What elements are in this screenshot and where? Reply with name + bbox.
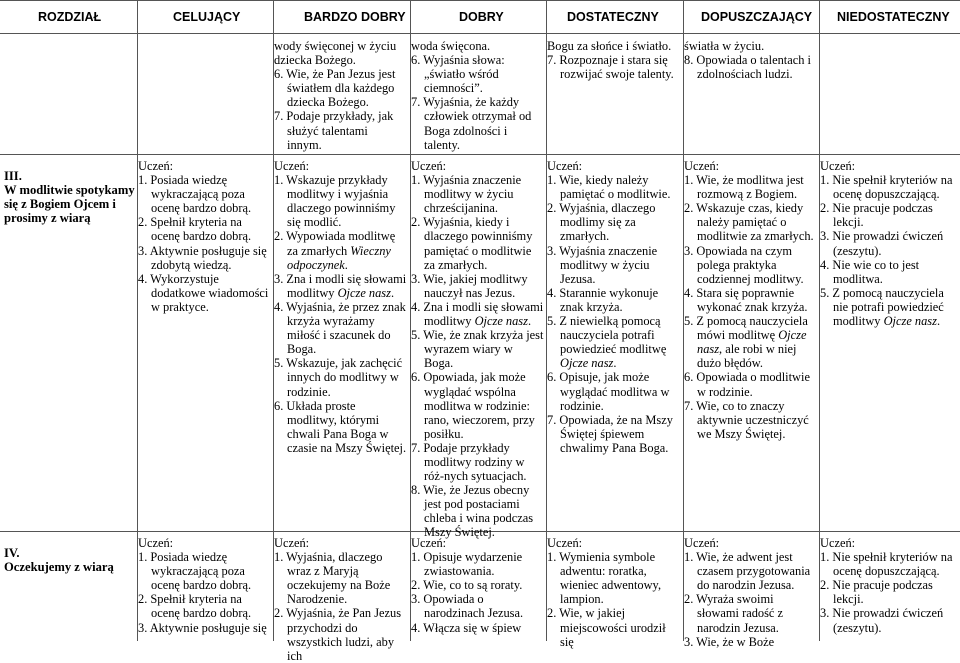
criterion-item: 4. Wykorzystuje dodatkowe wiadomości w praktyce. [138, 271, 269, 314]
criterion-item: 1. Wie, kiedy należy pamiętać o modlitwie. [547, 173, 671, 202]
section3-label [4, 169, 136, 225]
header-bardzo-dobry: BARDZO DOBRY [304, 10, 406, 24]
cell-s4-celujacy [138, 536, 272, 635]
criterion-item: 8. Opowiada o talentach i zdolnościach ludzi. [684, 53, 811, 82]
criterion-item: 5. Wie, że znak krzyża jest wyrazem wiary w Boga. [411, 328, 544, 371]
criterion-item: 2. Wie, co to są roraty. [411, 578, 523, 593]
criteria-list [547, 173, 681, 455]
student-label: Uczeń: [547, 536, 583, 550]
criterion-item: 4. Włącza się w śpiew [411, 620, 522, 635]
criterion-item [684, 314, 818, 370]
table-header [0, 0, 960, 33]
prayer-title: Ojcze nasz [474, 314, 528, 329]
section3-title: III. [4, 169, 22, 183]
criterion-item: 1. Posiada wiedzę wykraczającą poza ocenę bardzo dobrą. [138, 550, 252, 593]
criterion-item: 6. Wie, że Pan Jezus jest światłem dla każdego dziecka Bożego. [274, 67, 396, 110]
criterion-text: . [390, 285, 395, 300]
cell-s4-niedostateczny [820, 536, 958, 635]
criterion-item: 7. Opowiada, że na Mszy Świętej śpiewem chwalimy Pana Boga. [547, 412, 673, 455]
cell-s3-niedostateczny [820, 159, 958, 328]
student-label: Uczeń: [820, 536, 856, 550]
header-niedostateczny: NIEDOSTATECZNY [837, 10, 950, 24]
criterion-item: 2. Wie, w jakiej miejscowości urodził się [547, 606, 666, 649]
section3-subtitle: W modlitwie spotykamy się z Bogiem Ojcem i prosimy z wiarą [4, 183, 135, 225]
criteria-list [684, 550, 818, 649]
criterion-item [274, 229, 408, 271]
criterion-item: 2. Nie pracuje podczas lekcji. [820, 578, 933, 607]
criterion-item: 3. Nie prowadzi ćwiczeń (zeszytu). [820, 229, 944, 258]
student-label: Uczeń: [274, 536, 310, 550]
criteria-list [274, 173, 408, 455]
criterion-text: . [936, 314, 941, 329]
cell-top-dostateczny [684, 39, 818, 81]
criterion-item: 6. Układa proste modlitwy, którymi chwali Pana Boga w czasie na Mszy Świętej. [274, 398, 407, 455]
section4-title: IV. [4, 546, 20, 560]
criterion-text: 3. Zna i modli się słowami modlitwy [274, 271, 407, 300]
cell-s3-dopuszczajacy [684, 159, 818, 441]
criteria-list [684, 173, 818, 441]
criterion-item: 2. Nie pracuje podczas lekcji. [820, 201, 933, 230]
prayer-title: Ojcze nasz [697, 328, 807, 357]
criterion-item [274, 272, 408, 300]
criterion-item: 2. Wyjaśnia, dlaczego modlimy się za zmarłych. [547, 201, 656, 244]
criteria-list [274, 550, 408, 663]
cell-top-dobry [547, 39, 681, 81]
student-label: Uczeń: [411, 159, 447, 173]
criterion-item: 1. Wymienia symbole adwentu: roratka, wieniec adwentowy, lampion. [547, 550, 662, 607]
student-label: Uczeń: [547, 159, 583, 173]
cell-s4-bardzo-dobry [274, 536, 408, 663]
header-dobry: DOBRY [459, 10, 504, 24]
criterion-item: 3. Aktywnie posługuje się [138, 620, 267, 635]
criterion-item: 6. Wyjaśnia słowa: „światło wśród ciemności”. [411, 53, 505, 96]
header-dostateczny: DOSTATECZNY [567, 10, 659, 24]
prayer-title: Ojcze nasz [883, 314, 937, 329]
criterion-item [411, 300, 545, 328]
criteria-list [820, 550, 958, 635]
student-label: Uczeń: [274, 159, 310, 173]
criterion-text: . [613, 356, 617, 371]
grid-line-top [0, 0, 960, 1]
criterion-item: 3. Wie, jakiej modlitwy nauczył nas Jezus. [411, 271, 528, 300]
criteria-list [411, 173, 545, 539]
criterion-text: 5. Z pomocą nauczyciela mówi modlitwę [684, 314, 808, 343]
cell-s3-dostateczny [547, 159, 681, 455]
header-rozdzial: ROZDZIAŁ [38, 10, 102, 24]
criterion-item: 7. Wyjaśnia, że każdy człowiek otrzymał od Boga zdolności i talenty. [411, 95, 532, 152]
student-label: Uczeń: [411, 536, 447, 550]
grid-line-header [0, 33, 960, 34]
criterion-item: 2. Wskazuje czas, kiedy należy pamiętać o modlitwie za zmarłych. [684, 201, 814, 244]
prayer-title: Wieczny odpoczynek [287, 243, 391, 272]
criterion-text: . [527, 314, 532, 329]
criterion-item: 3. Nie prowadzi ćwiczeń (zeszytu). [820, 606, 944, 635]
criterion-item: 2. Spełnił kryteria na ocenę bardzo dobrą. [138, 215, 252, 244]
criterion-item: 6. Opowiada, jak może wyglądać wspólna modlitwa w rodzinie: rano, wieczorem, przy posiłku. [411, 370, 535, 441]
criterion-item: 7. Rozpoznaje i stara się rozwijać swoje talenty. [547, 53, 674, 82]
criterion-text: . [344, 257, 348, 272]
criteria-list [138, 550, 272, 635]
criterion-item: 2. Wyjaśnia, że Pan Jezus przychodzi do wszystkich ludzi, aby ich [274, 606, 402, 663]
criterion-item: 3. Wyjaśnia znaczenie modlitwy w życiu Jezusa. [547, 243, 658, 286]
criterion-item: 3. Opowiada na czym polega praktyka codziennej modlitwy. [684, 243, 804, 286]
criterion-item: 1. Posiada wiedzę wykraczającą poza ocenę bardzo dobrą. [138, 173, 252, 216]
criterion-item: 6. Opowiada o modlitwie w rodzinie. [684, 370, 810, 399]
criterion-item: 7. Podaje przykłady modlitwy rodziny w róż-nych sytuacjach. [411, 440, 527, 484]
criterion-item: 1. Wie, że adwent jest czasem przygotowania do narodzin Jezusa. [684, 550, 811, 593]
criterion-item: 3. Aktywnie posługuje się zdobytą wiedzą. [138, 243, 267, 272]
criteria-list [820, 173, 958, 328]
criterion-item: 1. Wyjaśnia, dlaczego wraz z Maryją oczekujemy na Boże Narodzenie. [274, 550, 391, 607]
prayer-title: Ojcze nasz [337, 285, 391, 300]
criterion-item: 2. Spełnił kryteria na ocenę bardzo dobrą. [138, 592, 252, 621]
grid-line-row3 [0, 154, 960, 155]
criterion-item: 2. Wyjaśnia, kiedy i dlaczego powinniśmy pamiętać o modlitwie za zmarłych. [411, 215, 533, 272]
student-label: Uczeń: [820, 159, 856, 173]
cell-s3-dobry [411, 159, 545, 540]
criterion-item: 1. Wskazuje przykłady modlitwy i wyjaśnia dlaczego powinniśmy się modlić. [274, 173, 396, 230]
criterion-item: wody święconej w życiu dziecka Bożego. [274, 39, 397, 68]
criterion-item: 1. Wie, że modlitwa jest rozmową z Bogiem. [684, 173, 804, 202]
criterion-item: 6. Opisuje, jak może wyglądać modlitwa w rodzinie. [547, 370, 670, 413]
criterion-text: 5. Z niewielką pomocą nauczyciela potrafi powiedzieć modlitwę [547, 314, 667, 357]
cell-s4-dobry [411, 536, 545, 635]
criterion-item: 4. Stara się poprawnie wykonać znak krzyża. [684, 285, 808, 314]
cell-s4-dostateczny [547, 536, 681, 649]
criterion-item [547, 314, 681, 370]
criterion-item: 1. Nie spełnił kryteriów na ocenę dopuszczającą. [820, 173, 953, 202]
criteria-list [411, 550, 545, 635]
criterion-item: 3. Wie, że w Boże [684, 634, 775, 649]
prayer-title: Ojcze nasz [560, 356, 614, 371]
cell-s4-dopuszczajacy [684, 536, 818, 649]
header-dopuszczajacy: DOPUSZCZAJĄCY [701, 10, 813, 24]
criterion-text: 5. Z pomocą nauczyciela nie potrafi powiedzieć modlitwy [820, 285, 944, 329]
criterion-text: 4. Zna i modli się słowami modlitwy [411, 299, 544, 329]
criterion-item: 1. Opisuje wydarzenie zwiastowania. [411, 550, 523, 579]
cell-s3-celujacy [138, 159, 272, 314]
student-label: Uczeń: [138, 536, 174, 550]
criterion-text: , ale robi w niej dużo błędów. [697, 342, 797, 371]
section4-subtitle: Oczekujemy z wiarą [4, 560, 114, 574]
criterion-item: 8. Wie, że Jezus obecny jest pod postaciami chleba i wina podczas Mszy Świętej. [411, 483, 534, 540]
criterion-text: 2. Wypowiada modlitwę za zmarłych [274, 229, 396, 258]
criterion-item: 4. Nie wie co to jest modlitwa. [820, 257, 920, 286]
criterion-item: 4. Wyjaśnia, że przez znak krzyża wyrażamy miłość i szacunek do Boga. [274, 299, 406, 357]
criterion-item: 7. Wie, co to znaczy aktywnie uczestniczyć we Mszy Świętej. [684, 398, 809, 441]
criterion-item: 3. Opowiada o narodzinach Jezusa. [411, 592, 524, 621]
criteria-list [138, 173, 272, 314]
criterion-item [820, 286, 958, 328]
criterion-item: światła w życiu. [684, 39, 765, 53]
criteria-list [547, 550, 681, 649]
criterion-item: 5. Wskazuje, jak zachęcić innych do modlitwy w rodzinie. [274, 356, 403, 399]
cell-top-celujacy [274, 39, 404, 152]
student-label: Uczeń: [684, 159, 720, 173]
cell-s3-bardzo-dobry [274, 159, 408, 455]
criterion-item: 2. Wyraża swoimi słowami radość z narodzin Jezusa. [684, 592, 784, 635]
cell-top-bardzo-dobry [411, 39, 544, 152]
student-label: Uczeń: [138, 159, 174, 173]
criterion-item: 4. Starannie wykonuje znak krzyża. [547, 285, 659, 314]
criterion-item: 1. Wyjaśnia znaczenie modlitwy w życiu chrześcijanina. [411, 173, 522, 216]
section4-label [4, 546, 136, 574]
header-celujacy: CELUJĄCY [173, 10, 241, 24]
criterion-item: Bogu za słońce i światło. [547, 39, 672, 53]
student-label: Uczeń: [684, 536, 720, 550]
criterion-item: woda święcona. [411, 39, 491, 53]
criterion-item: 1. Nie spełnił kryteriów na ocenę dopuszczającą. [820, 550, 953, 579]
criterion-item: 7. Podaje przykłady, jak służyć talentami innym. [274, 109, 394, 152]
